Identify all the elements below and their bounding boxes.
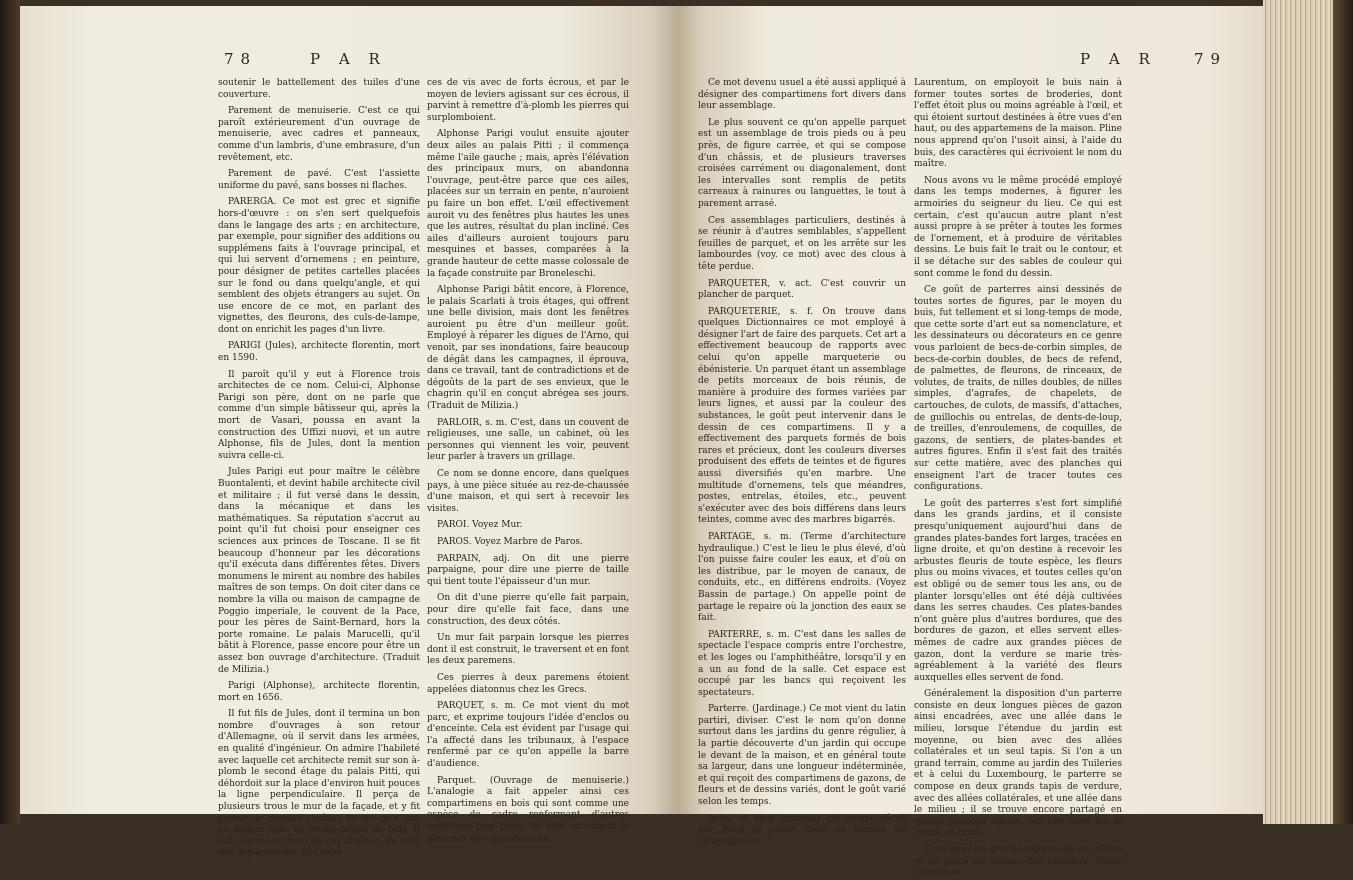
paragraph: Laurentum, on employoit le buis nain à former toutes sortes de broderies, dont l'effet étoit plus ou moins agréable à l'œil, et qui étoient surtout destinées à être vues d'en haut, ou des appartemens de la maison. Pline nous apprend qu'on l'usoit ainsi, à l'aide du buis, des caractères qui écrivoient le nom du maître. xyxy=(914,78,1122,170)
paragraph: Alphonse Parigi voulut ensuite ajouter deux ailes au palais Pitti ; il commença même l'aile gauche ; mais, après l'élévation des principaux murs, on abandonna l'ouvrage, peut-être parce que ces ailes, placées sur un terrain en pente, n'auroient pu faire un bon effet. L'œil effectivement auroit vu des fenêtres plus hautes les unes que les autres, résultat du plan incliné. Ces ailes d'ailleurs auroient toujours paru mesquines et basses, comparées à la grande hauteur de cette masse colossale de la façade construite par Broneleschi. xyxy=(427,129,629,279)
paragraph: Jules Parigi eut pour maître le célèbre Buontalenti, et devint habile architecte civil et militaire ; il fut versé dans le dessin, dans la mécanique et dans les mathématiques. Sa réputation s'accrut au point qu'il fut choisi pour enseigner ces sciences aux princes de Toscane. Il se fit beaucoup d'honneur par les décorations qu'il exécuta dans différentes fêtes. Divers monumens le mirent au nombre des habiles maîtres de son temps. On doit citer dans ce nombre la villa ou maison de campagne de Poggio imperiale, le couvent de la Pace, pour les pères de Saint-Bernard, hors la porte romaine. Le palais Marucelli, qu'il bâtit à Florence, passe encore pour être un assez bon ouvrage d'architecture. (Traduit de Milizia.) xyxy=(218,467,420,675)
paragraph: Jadis, et nous trouvons cet usage décrit par Pline le jeune, dans sa maison de campagne de xyxy=(698,813,906,847)
paragraph: PARTAGE, s. m. (Terme d'architecture hydraulique.) C'est le lieu le plus élevé, d'où l'on puisse faire couler les eaux, et d'où on les distribue, par le moyen de canaux, de conduits, etc., en différens endroits. (Voyez Bassin de partage.) On appelle point de partage le repaire où la jonction des eaux se fait. xyxy=(698,531,906,624)
paragraph: Ces assemblages particuliers, destinés à se réunir à d'autres semblables, s'appellent feuilles de parquet, et on les arrête sur les lambourdes (voy. ce mot) avec des clous à tête perdue. xyxy=(698,215,906,272)
paragraph: PARQUETER, v. act. C'est couvrir un plancher de parquet. xyxy=(698,278,906,301)
paragraph: PARLOIR, s. m. C'est, dans un couvent de religieuses, une salle, un cabinet, où les personnes qui viennent les voir, peuvent leur parler à travers un grillage. xyxy=(427,417,629,463)
paragraph: Ce nom se donne encore, dans quelques pays, à une pièce située au rez-de-chaussée d'une maison, et qui sert à recevoir les visites. xyxy=(427,469,629,514)
paragraph: Parterre. (Jardinage.) Ce mot vient du latin partiri, diviser. C'est le nom qu'on donne surtout dans les jardins du genre régulier, à la partie découverte d'un jardin qui occupe le devant de la maison, et en général toute sa largeur, dans une longueur indéterminée, et qui reçoit des compartimens de gazons, de fleurs et de dessins variés, dont le goût varié selon les temps. xyxy=(698,704,906,808)
paragraph: PAROI. Voyez Mur. xyxy=(437,520,523,531)
left-column-1 xyxy=(218,78,420,859)
right-column-1 xyxy=(698,78,906,847)
book-edge-left xyxy=(0,0,20,824)
left-page-number: 78 xyxy=(224,50,258,68)
paragraph: PARERGA. Ce mot est grec et signifie hors-d'œuvre : on s'en sert quelquefois dans le langage des arts ; en architecture, par exemple, pour signifier des additions ou supplémens faits à l'ouvrage principal, et qui lui servent d'ornemens ; en peinture, pour désigner de petites cartelles placées sur le fond ou dans quelqu'angle, et qui semblent des objets étrangers au sujet. On use encore de ce mot, en parlant des vignettes, des fleurons, des culs-de-lampe, dont on enrichit les pages d'un livre. xyxy=(218,197,420,335)
book-edge-right xyxy=(1263,0,1353,824)
paragraph: Parigi (Alphonse), architecte florentin, mort en 1656. xyxy=(218,681,420,703)
paragraph: Ces pierres à deux paremens étoient appelées diatonnus chez les Grecs. xyxy=(427,672,629,695)
paragraph: PARQUETERIE, s. f. On trouve dans quelques Dictionnaires ce mot employé à désigner l'art de faire des parquets. Cet art a effectivement beaucoup de rapports avec celui qu'on appelle marqueterie ou ébénisterie. Un parquet étant un assemblage de petits morceaux de bois réunis, de manière à produire des formes variées par leurs lignes, et aussi par la couleur des substances, le goût peut intervenir dans le dessin de ces compartimens. Il y a effectivement des parquets formés de bois rares et précieux, dont les couleurs diverses produisent des effets de teintes et de figures aussi diversifiés qu'en marbre. Une multitude d'ornemens, tels que méandres, postes, entrelas, étoiles, etc., peuvent s'exécuter avec des bois différens dans leurs teintes, comme avec des marbres bigarrés. xyxy=(698,306,906,526)
right-running-head: P A R xyxy=(1080,50,1157,68)
paragraph: Parquet. (Ouvrage de menuiserie.) L'analogie a fait appeler ainsi ces compartimens en bois qui sont comme une espèce de cadre renfermant d'autres morceaux plus petits, et dont on couvre le plancher des appartemens. xyxy=(427,775,629,844)
paragraph: soutenir le battellement des tuiles d'une couverture. xyxy=(218,78,420,100)
paragraph: C'est dans les grands espaces de ces allées qu'on place les caisses des orangers. Voyez Orangerie. xyxy=(914,845,1122,879)
right-page-number: 79 xyxy=(1194,50,1228,68)
paragraph: Généralement la disposition d'un parterre consiste en deux longues pièces de gazon ainsi encadrées, avec une allée dans le milieu, lorsque l'étendue du jardin est moyenne, ou bien avec des allées collatérales et un seul tapis. Si l'on a un grand terrain, comme au jardin des Tuileries et à celui du Luxembourg, le parterre se compose en deux grands tapis de verdure, avec des allées collatérales, et une allée dans le milieu ; il se trouve encore partagé en quatre portions égales, par une allée qui le coupe en croix. xyxy=(914,689,1122,839)
paragraph: Un mur fait parpain lorsque les pierres dont il est construit, le traversent et en font les deux paremens. xyxy=(427,633,629,667)
paragraph: ces de vis avec de forts écrous, et par le moyen de leviers agissant sur ces écrous, il parvint à remettre d'à-plomb les pierres qui surplomboient. xyxy=(427,78,629,123)
left-column-2 xyxy=(427,78,629,844)
paragraph: PARQUET, s. m. Ce mot vient du mot parc, et exprime toujours l'idée d'enclos ou d'enceinte. Cela est évident par l'usage qui l'a affecté dans les tribunaux, à l'espace renfermé par ce qu'on appelle la barre d'audience. xyxy=(427,701,629,770)
paragraph: Parement de pavé. C'est l'assiette uniforme du pavé, sans bosses ni flaches. xyxy=(218,169,420,191)
left-running-head: P A R xyxy=(310,50,387,68)
right-column-2 xyxy=(914,78,1122,879)
paragraph: Ce goût de parterres ainsi dessinés de toutes sortes de figures, par le moyen du buis, fut tellement et si long-temps de mode, que cette sorte d'art eut sa nomenclature, et les dessinateurs ou décorateurs en ce genre vous parloient de becs-de-corbin simples, de becs-de-corbin doubles, de becs de refend, de palmettes, de fleurons, de rinceaux, de volutes, de traits, de nilles doubles, de nilles simples, d'agrafes, de chapelets, de cartouches, de culots, de massifs, d'attaches, de guillochis ou entrelas, de dents-de-loup, de treilles, d'enroulemens, de coquilles, de gazons, de sentiers, de plates-bandes et autres figures. Enfin il s'est fait des traités sur cette matière, avec des planches qui enseignent l'art de tracer toutes ces configurations. xyxy=(914,285,1122,493)
paragraph: PAROS. Voyez Marbre de Paros. xyxy=(437,536,583,547)
paragraph: PARIGI (Jules), architecte florentin, mort en 1590. xyxy=(218,341,420,364)
left-page xyxy=(20,6,678,859)
paragraph: Il paroît qu'il y eut à Florence trois architectes de ce nom. Celui-ci, Alphonse Parigi son père, dont on ne parle que comme d'un simple bâtisseur qui, après la mort de Vasari, poussa en avant la construction des Uffizi nuovi, et un autre Alphonse, fils de Jules, dont la mention suivra celle-ci. xyxy=(218,369,420,461)
paragraph: Alphonse Parigi bâtit encore, à Florence, le palais Scarlati à trois étages, qui offrent une belle division, mais dont les fenêtres auroient pu être d'un meilleur goût. Employé à réparer les digues de l'Arno, qui venoit, par ses inondations, faire beaucoup de dégât dans les campagnes, il éprouva, dans ce travail, tant de contradictions et de dégoûts de la part de ses envieux, que le chagrin qu'il en conçut abrégea ses jours. (Traduit de Milizia.) xyxy=(427,285,629,412)
paragraph: Le goût des parterres s'est fort simplifié dans les grands jardins, et il consiste presqu'uniquement aujourd'hui dans de grandes plates-bandes fort larges, tracées en ligne droite, et qu'on destine à recevoir les arbustes fleuris de toute espèce, les fleurs plus ou moins vivaces, et toutes celles qu'on est obligé ou de semer tous les ans, ou de planter lorsqu'elles ont été déjà cultivées dans les serres chaudes. Ces plates-bandes n'ont guère plus d'autres bordures, que des bordures de gazon, et elles servent elles-mêmes de cadre aux grandes pièces de gazon, dont la verdure se marie très-agréablement à la variété des fleurs auxquelles elles servent de fond. xyxy=(914,498,1122,683)
paragraph: Nous avons vu le même procédé employé dans les temps modernes, à figurer les armoiries du seigneur du lieu. Ce qui est certain, c'est qu'aucun autre plant n'est aussi propre à se prêter à toutes les formes de l'ornement, et à produire de véritables dessins. Le buis fait le trait ou le contour, et il se détache sur des sables de couleur qui sont comme le fond du dessin. xyxy=(914,175,1122,279)
paragraph: Ce mot devenu usuel a été aussi appliqué à désigner des compartimens fort divers dans leur assemblage. xyxy=(698,78,906,112)
paragraph: On dit d'une pierre qu'elle fait parpain, pour dire qu'elle fait face, dans une construction, des deux côtés. xyxy=(427,593,629,627)
paragraph: Parement de menuiserie. C'est ce qui paroît extérieurement d'un ouvrage de menuiserie, avec cadres et panneaux, comme d'un lambris, d'une embrasure, d'un revêtement, etc. xyxy=(218,106,420,163)
paragraph: Il fut fils de Jules, dont il termina un bon nombre d'ouvrages à son retour d'Allemagne, où il servit dans les armées, en qualité d'ingénieur. On admire l'habileté avec laquelle cet architecte remit sur son à-plomb le second étage du palais Pitti, qui déhordoit sur la place d'environ huit pouces la ligne perpendiculaire. Il perça de plusieurs trous le mur de la façade, et y fit passer de grosses chaînes de fer, qu'il fixa en dehors avec de fortes pièces de bois. Il mit ensuite au bout de ces chaînes, du côté des appartemens, des espè- xyxy=(218,709,420,859)
paragraph: Le plus souvent ce qu'on appelle parquet est un assemblage de trois pieds ou à peu près, de figure carrée, et qui se compose d'un châssis, et de plusieurs traverses croisées carrément ou diagonalement, dont les intervalles sont remplis de petits carreaux à rainures ou languettes, le tout à parement arrasé. xyxy=(698,117,906,209)
right-page xyxy=(678,6,1263,879)
paragraph: PARPAIN, adj. On dit une pierre parpaigne, pour dire une pierre de taille qui tient toute l'épaisseur d'un mur. xyxy=(427,553,629,587)
paragraph: PARTERRE, s. m. C'est dans les salles de spectacle l'espace compris entre l'orchestre, et les loges ou l'amphithéâtre, lorsqu'il y en a un au fond de la salle. Cet espace est occupé par les bancs qui reçoivent les spectateurs. xyxy=(698,629,906,698)
